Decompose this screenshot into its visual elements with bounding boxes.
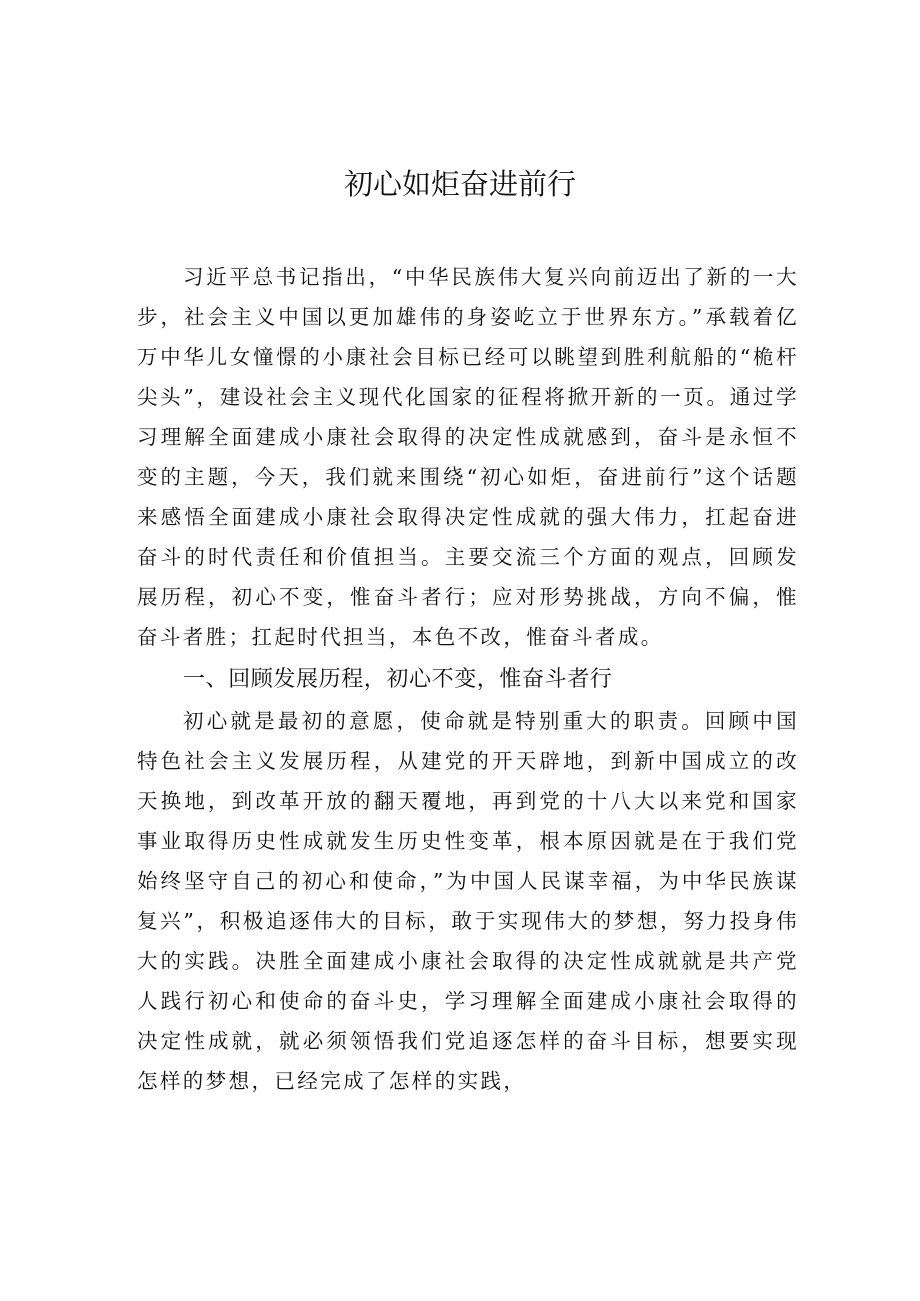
section-heading-1: 一、回顾发展历程，初心不变，惟奋斗者行 (183, 667, 613, 692)
section-1-paragraph: 初心就是最初的意愿，使命就是特别重大的职责。回顾中国特色社会主义发展历程，从建党的开天辟地，到新中国成立的改天换地，到改革开放的翻天覆地，再到党的十八大以来党和国家事业取得历史性成就发生历史性变革，根本原因就是在于我们党始终坚守自己的初心和使命，”为中国人民谋幸福，为中华民族谋复兴”，积极追逐伟大的目标，敢于实现伟大的梦想，努力投身伟大的实践。决胜全面建成小康社会取得的决定性成就就是共产党人践行初心和使命的奋斗史，学习理解全面建成小康社会取得的决定性成就，就必须领悟我们党追逐怎样的奋斗目标，想要实现怎样的梦想，已经完成了怎样的实践， (137, 709, 799, 1093)
document-body (137, 257, 799, 1101)
intro-paragraph: 习近平总书记指出，“中华民族伟大复兴向前迈出了新的一大步，社会主义中国以更加雄伟的身姿屹立于世界东方。”承载着亿万中华儿女憧憬的小康社会目标已经可以眺望到胜利航船的“桅杆尖头”，建设社会主义现代化国家的征程将掀开新的一页。通过学习理解全面建成小康社会取得的决定性成就感到，奋斗是永恒不变的主题，今天，我们就来围绕“初心如炬，奋进前行”这个话题来感悟全面建成小康社会取得决定性成就的强大伟力，扛起奋进奋斗的时代责任和价值担当。主要交流三个方面的观点，回顾发展历程，初心不变，惟奋斗者行；应对形势挑战，方向不偏，惟奋斗者胜；扛起时代担当，本色不改，惟奋斗者成。 (137, 265, 799, 649)
page-title: 初心如炬奋进前行 (343, 167, 576, 201)
